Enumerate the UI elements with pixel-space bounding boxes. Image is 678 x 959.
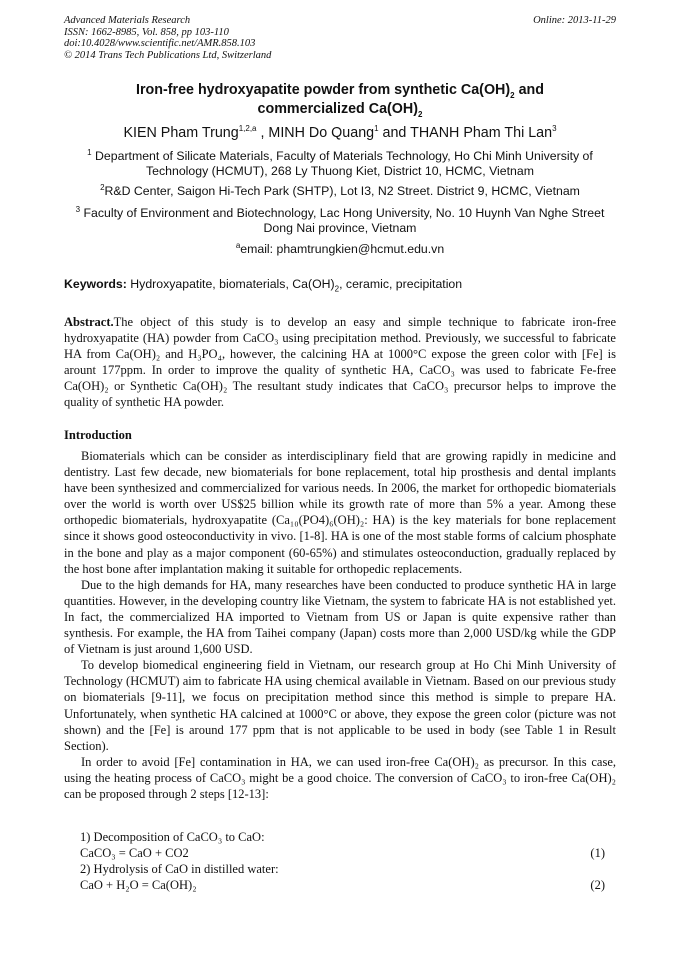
aff-text: R&D Center, Saigon Hi-Tech Park (SHTP), Lot I3, N2 Street. District 9, HCMC, Vietnam bbox=[104, 184, 580, 198]
copyright-line: © 2014 Trans Tech Publications Ltd, Switzerland bbox=[64, 49, 272, 61]
introduction-heading: Introduction bbox=[64, 428, 132, 442]
author-1: KIEN Pham Trung bbox=[123, 125, 239, 141]
author-3-sup: 3 bbox=[552, 124, 557, 134]
paper-title bbox=[64, 81, 616, 119]
author-sep: and bbox=[378, 125, 411, 141]
affiliation-3 bbox=[70, 206, 610, 237]
abstract-label: Abstract. bbox=[64, 315, 114, 329]
journal-header bbox=[64, 15, 616, 61]
paragraph: In order to avoid [Fe] contamination in HA, we can used iron-free Ca(OH)₂ as precursor. In this case, using the heating process of CaCO₃ might be a good choice. The conversion of CaCO₃ to iron-free Ca(OH)₂ can be proposed through 2 steps [12-13]: bbox=[64, 754, 616, 801]
email-text: email: phamtrungkien@hcmut.edu.vn bbox=[240, 242, 445, 256]
author-1-sup: 1,2,a bbox=[238, 124, 257, 134]
author-2: MINH Do Quang bbox=[268, 125, 375, 141]
keywords bbox=[64, 277, 616, 292]
equation-text: CaO + H₂O = Ca(OH)₂ bbox=[80, 878, 197, 892]
online-date: Online: 2013-11-29 bbox=[533, 15, 616, 26]
affiliation-2 bbox=[70, 184, 610, 199]
aff-sup: 3 bbox=[75, 204, 81, 214]
equation-step-1: 1) Decomposition of CaCO₃ to CaO: bbox=[80, 830, 265, 844]
aff-text: Technology (HCMUT), 268 Ly Thuong Kiet, District 10, HCMC, Vietnam bbox=[146, 164, 534, 179]
journal-name: Advanced Materials Research bbox=[64, 15, 191, 26]
keywords-text: Hydroxyapatite, biomaterials, Ca(OH) bbox=[126, 277, 335, 291]
keywords-sub: 2 bbox=[334, 284, 340, 294]
aff-text: Faculty of Environment and Biotechnology, Lac Hong University, No. 10 Huynh Van Nghe Street bbox=[80, 206, 605, 220]
doi-line: doi:10.4028/www.scientific.net/AMR.858.103 bbox=[64, 38, 256, 50]
author-3: THANH Pham Thi Lan bbox=[410, 125, 553, 141]
paragraph: To develop biomedical engineering field in Vietnam, our research group at Ho Chi Minh University of Technology (HCMUT) aim to fabricate HA using chemical available in Vietnam. Based on our previous study on biomaterials [9-11], we focus on precipitation method since this method is simple to prepare HA. Unfortunately, when synthetic HA calcined at 1000°C or above, they expose the green color (picture was not shown) and the [Fe] is around 177 ppm that is not applicable to be used in body (see Table 1 in Result Section). bbox=[64, 658, 616, 753]
equation-number: (2) bbox=[590, 878, 605, 892]
aff-text: Dong Nai province, Vietnam bbox=[263, 221, 417, 236]
paragraph: Due to the high demands for HA, many researches have been conducted to produce synthetic HA in large quantities. However, in the developing country like Vietnam, the system to fabricate HA is not established yet. In fact, the commercialized HA imported to Vietnam from US or Japan is quite expensive rather than synthesis. For example, the HA from Taihei company (Japan) costs more than 2,000 USD/kg while the GDP of Vietnam is just around 1,600 USD. bbox=[64, 577, 616, 657]
title-sub1: 2 bbox=[510, 90, 515, 100]
keywords-label: Keywords: bbox=[64, 277, 127, 291]
title-line1-end: and bbox=[514, 82, 544, 98]
equation-1 bbox=[80, 845, 605, 861]
equation-text: CaCO₃ = CaO + CO2 bbox=[80, 846, 189, 860]
email-sup: a bbox=[235, 240, 241, 250]
author-2-sup: 1 bbox=[374, 124, 379, 134]
email-line bbox=[70, 242, 610, 257]
aff-sup: 1 bbox=[87, 147, 92, 157]
author-list bbox=[64, 124, 616, 142]
keywords-text-end: , ceramic, precipitation bbox=[339, 277, 463, 291]
equation-number: (1) bbox=[590, 846, 605, 860]
aff-sup: 2 bbox=[100, 182, 105, 192]
abstract-text: The object of this study is to develop an easy and simple technique to fabricate iron-free hydroxyapatite (HA) powder from CaCO₃ using precipitation method. Previously, we successful to fabricate HA from Ca(OH)₂ and H₃PO₄, however, the calcining HA at 1000°C expose the green color with [Fe] is arount 177ppm. In order to improve the quality of synthetic HA, CaCO₃ was used to fabricate Fe-free Ca(OH)₂ or Synthetic Ca(OH)₂ The resultant study indicates that CaCO₃ precursor helps to improve the quality of synthetic HA powder. bbox=[64, 315, 616, 410]
equation-2 bbox=[80, 877, 605, 893]
issn-line: ISSN: 1662-8985, Vol. 858, pp 103-110 bbox=[64, 26, 229, 38]
introduction-body bbox=[64, 448, 616, 802]
author-sep: , bbox=[256, 125, 269, 141]
paragraph: Biomaterials which can be consider as interdisciplinary field that are growing rapidly in medicine and dentistry. Last few decade, new biomaterials for bone replacement, total hip prosthesis and dental implants have been synthesized and commercialized for various needs. In 2006, the market for orthopedic biomaterials over the world is worth over US$25 billion while its growth rate of more than 5% a year. Among these orthopedic biomaterials, hydroxyapatite (Ca₁₀(PO4)₆(OH)₂: HA) is the key materials for bone replacement since it shows good osteoconductivity in vivo. [1-8]. HA is one of the most stable forms of calcium phosphate in the bone and play as a major component (60‑65%) and stimulates osteoconduction, gradually replaced by the host bone after implantation making it suitable for orthopedic replacements. bbox=[64, 449, 616, 576]
aff-text: Department of Silicate Materials, Faculty of Materials Technology, Ho Chi Minh University of bbox=[91, 149, 593, 163]
affiliation-1 bbox=[70, 149, 610, 180]
equation-step-2: 2) Hydrolysis of CaO in distilled water: bbox=[80, 862, 279, 876]
title-sub2: 2 bbox=[418, 109, 423, 119]
abstract bbox=[64, 314, 616, 411]
title-line2: commercialized Ca(OH) bbox=[257, 101, 419, 117]
title-line1: Iron-free hydroxyapatite powder from synthetic Ca(OH) bbox=[135, 82, 511, 98]
